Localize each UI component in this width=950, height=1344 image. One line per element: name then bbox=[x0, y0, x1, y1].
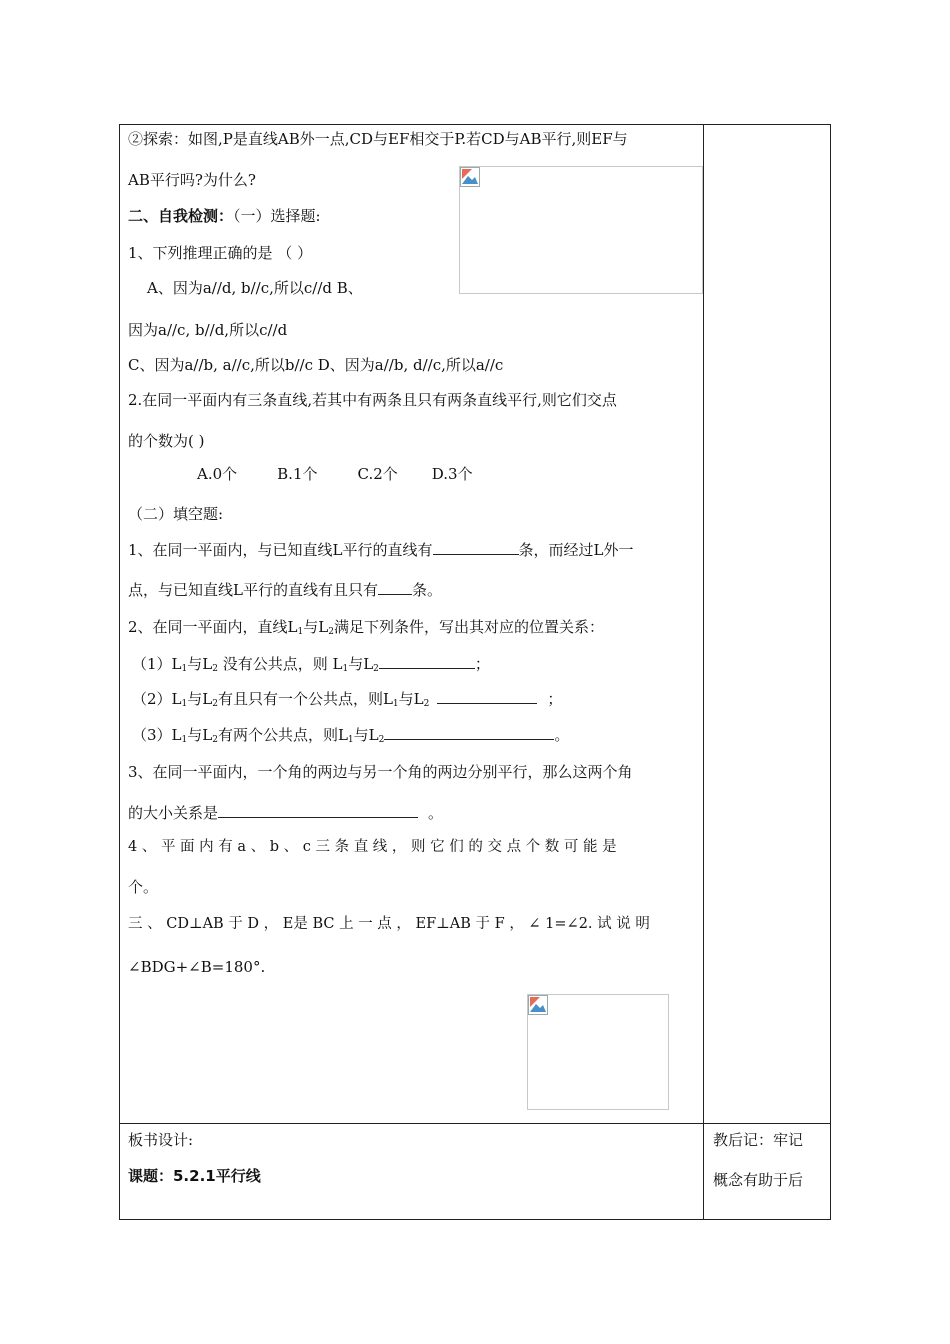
answer-blank[interactable] bbox=[433, 540, 519, 555]
fill-question-3-line-1: 3、在同一平面内，一个角的两边与另一个角的两边分别平行，那么这两个角 bbox=[128, 763, 633, 781]
broken-image-icon bbox=[460, 167, 480, 187]
option-a: A.0个 bbox=[197, 465, 238, 483]
figure-placeholder-bottom bbox=[527, 994, 669, 1110]
choice-question-1-option-b-cont: 因为a//c, b//d,所以c//d bbox=[128, 321, 288, 339]
after-class-notes-line-2: 概念有助于后 bbox=[713, 1171, 804, 1189]
choice-subheading: （一）选择题: bbox=[233, 207, 321, 225]
option-b: B.1个 bbox=[277, 465, 318, 483]
fill-question-1-line-1: 1、在同一平面内，与已知直线L平行的直线有 条，而经过L外一 bbox=[128, 541, 634, 559]
fill-question-4-line-2: 个。 bbox=[128, 878, 159, 896]
fill-question-2-part-2: $(2)L_1$与$L_2$有且只有一个公共点，则$L_1$与$L_2$ ； bbox=[132, 690, 563, 709]
option-c: C.2个 bbox=[357, 465, 398, 483]
fill-in-heading: （二）填空题: bbox=[128, 505, 224, 523]
answer-blank[interactable] bbox=[437, 689, 537, 704]
explore-line-2: AB平行吗?为什么? bbox=[128, 171, 256, 189]
choice-question-1-option-cd: C、因为a//b, a//c,所以b//c D、因为a//b, d//c,所以a//c bbox=[128, 356, 504, 374]
board-design-label: 板书设计: bbox=[128, 1131, 194, 1149]
choice-question-2-line-1: 2.在同一平面内有三条直线,若其中有两条且只有两条直线平行,则它们交点 bbox=[128, 391, 617, 409]
fill-question-1-line-2: 点，与已知直线L平行的直线有且只有 条。 bbox=[128, 581, 442, 599]
fill-question-2-part-3: $(3)L_1$与$L_2$有两个公共点，则$L_1$与$L_2$ 。 bbox=[132, 726, 570, 745]
figure-placeholder-top bbox=[459, 166, 703, 294]
choice-question-1: 1、下列推理正确的是 （ ） bbox=[128, 244, 313, 262]
choice-question-2-options bbox=[197, 464, 473, 484]
answer-blank[interactable] bbox=[378, 580, 412, 595]
fill-question-3-line-2: 的大小关系是 。 bbox=[128, 804, 444, 822]
explore-line-1: ②探索：如图,P是直线AB外一点,CD与EF相交于P.若CD与AB平行,则EF与 bbox=[128, 130, 628, 148]
board-design-topic: 课题：5.2.1平行线 bbox=[128, 1167, 261, 1185]
side-notes-cell bbox=[703, 124, 831, 1124]
fill-question-2: 2、在同一平面内，直线$L_1$与$L_2$满足下列条件，写出其对应的位置关系： bbox=[128, 618, 604, 637]
option-d: D.3个 bbox=[431, 465, 473, 483]
self-check-heading: 二、自我检测： bbox=[128, 207, 234, 225]
self-check-heading-row bbox=[128, 206, 321, 226]
broken-image-icon bbox=[528, 995, 548, 1015]
fill-question-4-line-1: 4 、 平 面 内 有 a 、 b 、 c 三 条 直 线 ， 则 它 们 的 交 点 个 数 可 能 是 bbox=[128, 839, 617, 855]
answer-blank[interactable] bbox=[384, 725, 554, 740]
answer-blank[interactable] bbox=[218, 803, 418, 818]
answer-blank[interactable] bbox=[379, 654, 475, 669]
choice-question-2-line-2: 的个数为( ) bbox=[128, 432, 205, 450]
fill-question-2-part-1: $(1)L_1$与$L_2$ 没有公共点，则 $L_1$与$L_2$ ； bbox=[132, 655, 490, 674]
part-three-line-1: 三 、 CD⊥AB 于 D ， E是 BC 上 一 点 ， EF⊥AB 于 F ， ∠ 1=∠2. 试 说 明 bbox=[128, 916, 650, 932]
after-class-notes-line-1: 教后记：牢记 bbox=[713, 1131, 804, 1149]
choice-question-1-option-ab: A、因为a//d, b//c,所以c//d B、 bbox=[147, 279, 363, 297]
part-three-line-2: ∠BDG+∠B=180°. bbox=[128, 958, 266, 976]
